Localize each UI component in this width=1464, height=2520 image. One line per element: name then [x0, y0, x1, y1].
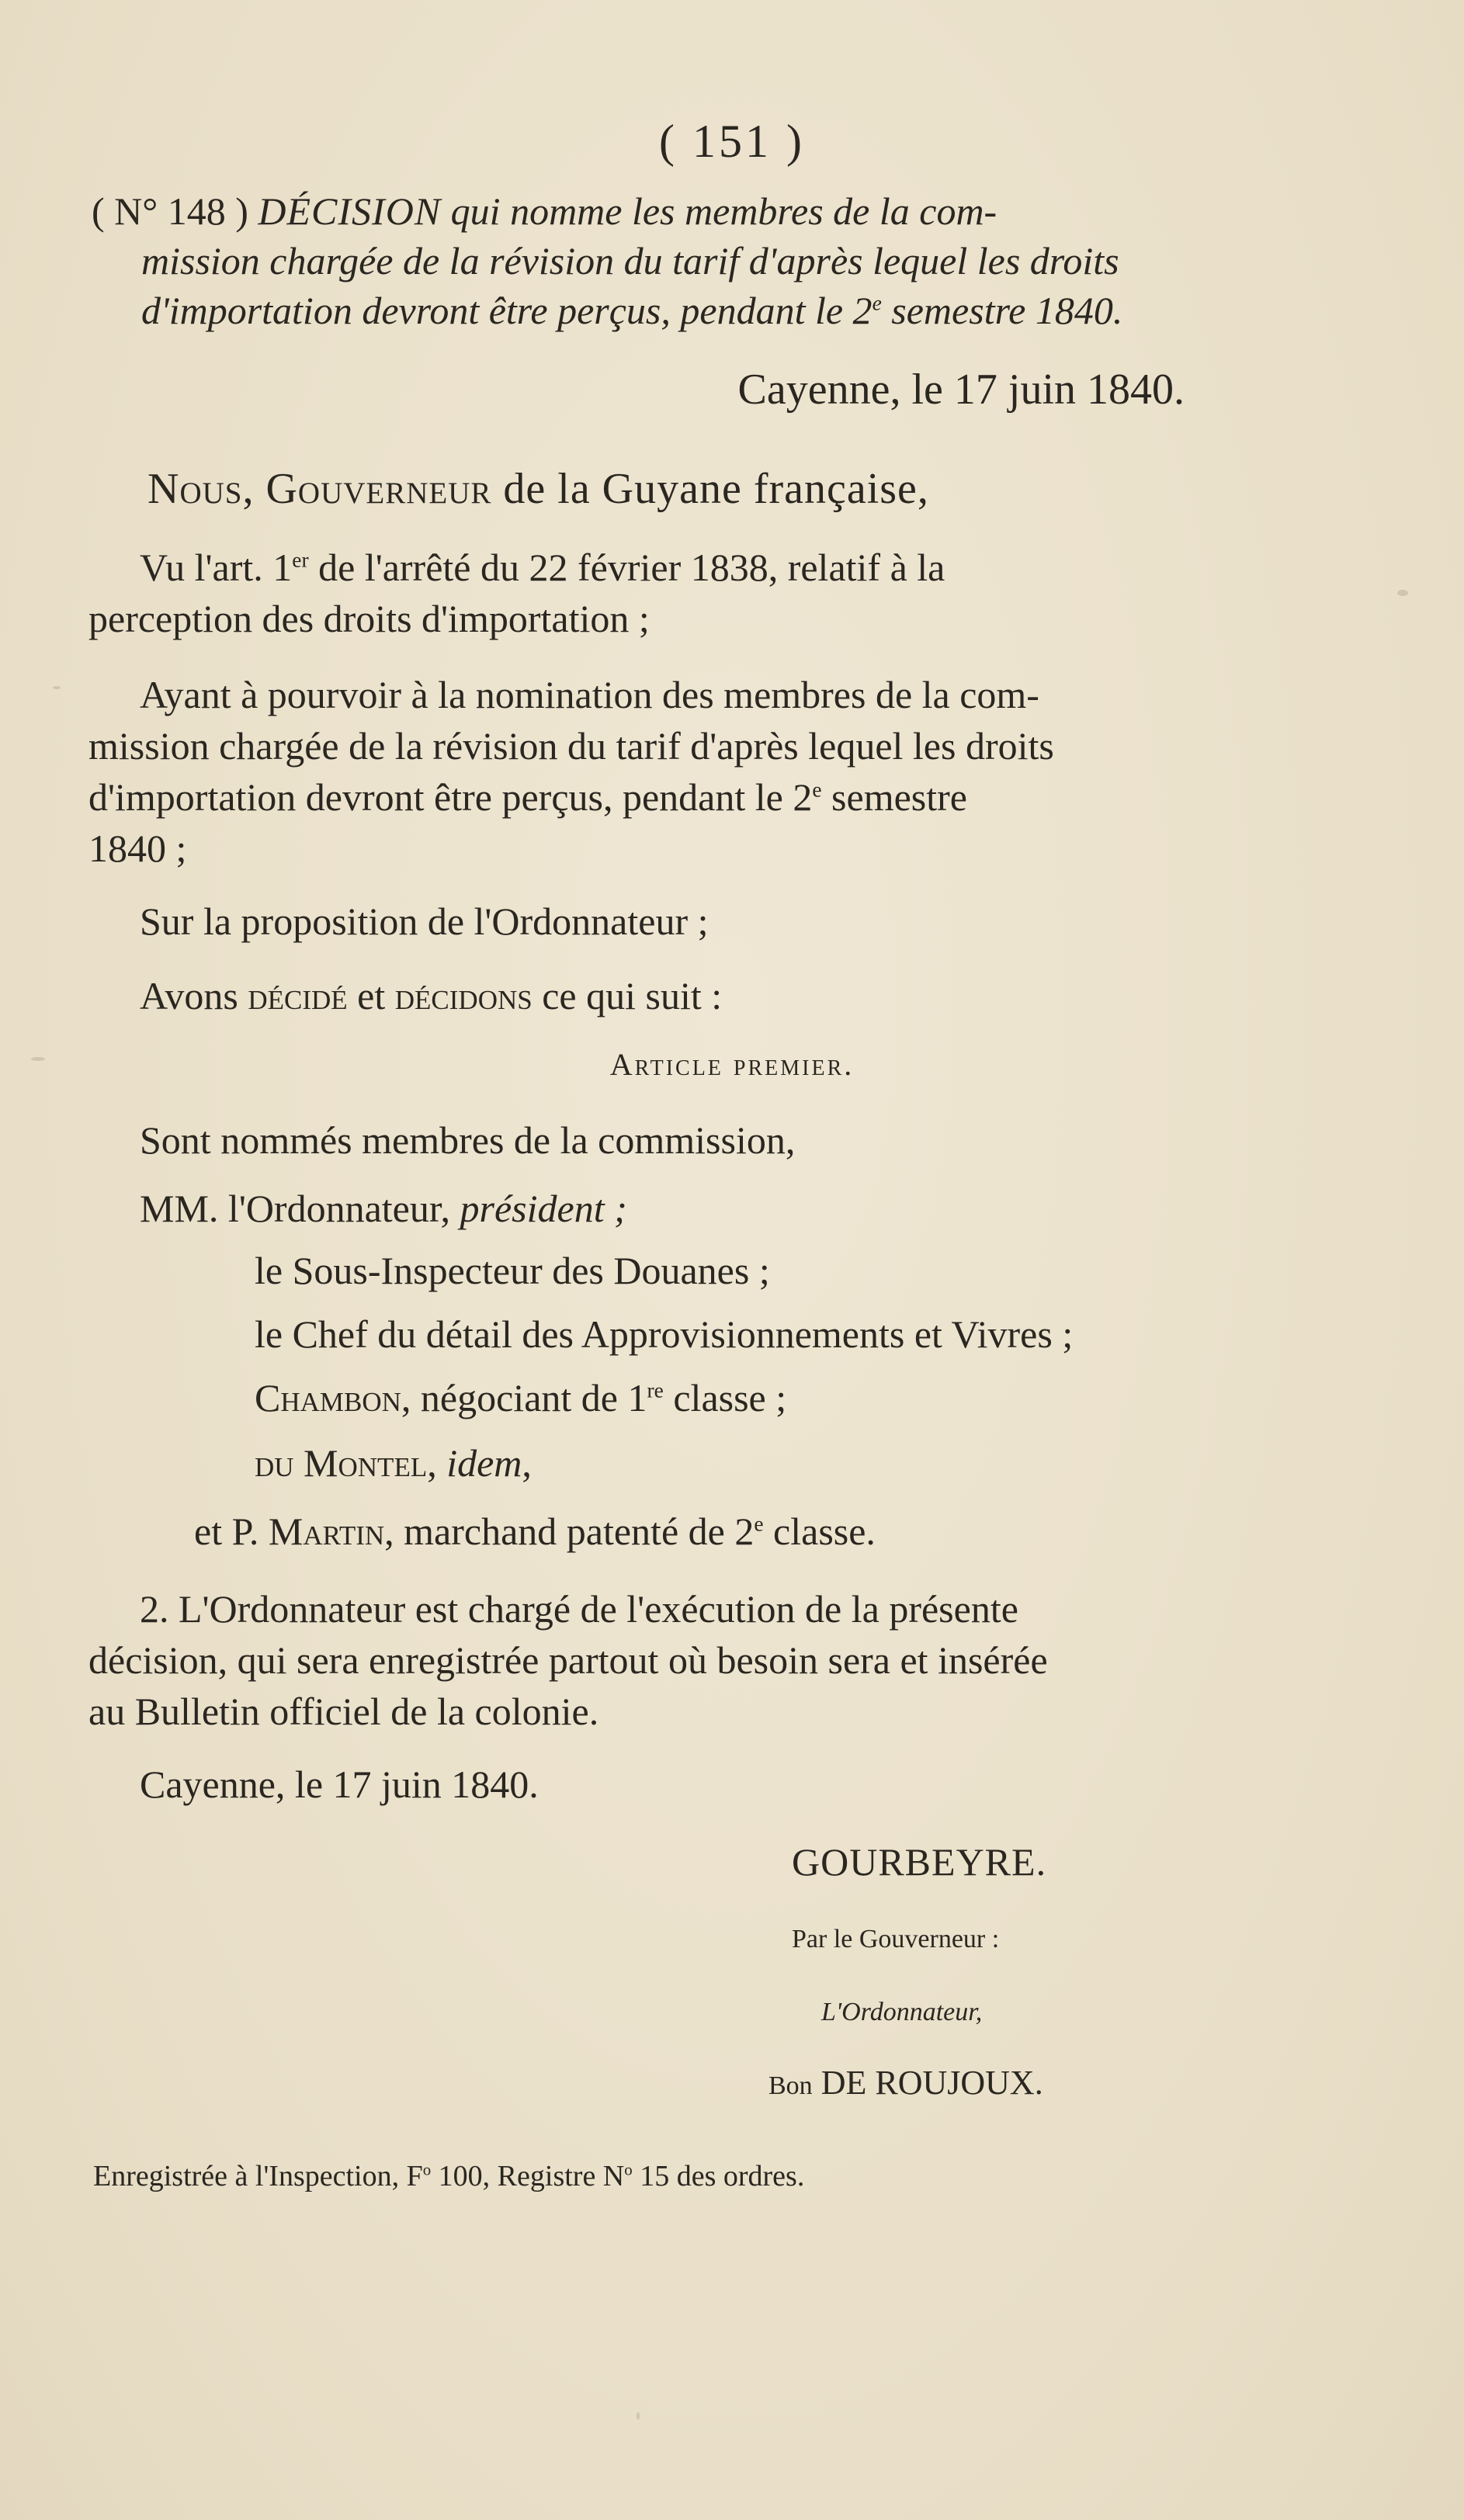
- authority-line: Nous, Gouverneur de la Guyane française,: [147, 465, 929, 513]
- member-5-role: idem: [446, 1441, 522, 1485]
- decidons-word: décidons: [394, 974, 533, 1017]
- ayant-line-1: Ayant à pourvoir à la nomination des membres de la com-: [140, 673, 1039, 716]
- heading-text-3b: semestre 1840.: [891, 289, 1123, 332]
- decision-heading: [92, 186, 1303, 335]
- ayant-line-4: 1840 ;: [88, 827, 187, 870]
- member-line-1: [140, 1186, 627, 1231]
- roujoux-name: DE ROUJOUX.: [820, 2064, 1043, 2102]
- footer-text-c: 15 des ordres.: [640, 2160, 805, 2192]
- member-6-et: et: [194, 1510, 223, 1553]
- heading-line-1: [92, 186, 1303, 236]
- article-2-line-1: 2. L'Ordonnateur est chargé de l'exécution de la présente: [140, 1587, 1018, 1631]
- roujoux-signature: [768, 2063, 1043, 2102]
- avons-rest: ce qui suit :: [542, 974, 723, 1017]
- member-line-4: [255, 1375, 786, 1420]
- article-2-line-2: décision, qui sera enregistrée partout où besoin sera et insérée: [88, 1638, 1048, 1682]
- decide-word: décidé: [248, 974, 348, 1017]
- ayant-line-2: mission chargée de la révision du tarif d'après lequel les droits: [88, 724, 1054, 768]
- member-5-name: du Montel: [255, 1441, 428, 1485]
- member-6-name: Martin: [268, 1510, 385, 1553]
- proposition-line: Sur la proposition de l'Ordonnateur ;: [140, 900, 709, 943]
- footer-sup-a: o: [422, 2160, 432, 2179]
- decision-number: ( N° 148 ): [92, 189, 248, 233]
- member-4-class: classe ;: [673, 1376, 787, 1419]
- paper-spot: [53, 686, 61, 689]
- authority-rest: de la Guyane française,: [503, 465, 929, 513]
- member-line-2: le Sous-Inspecteur des Douanes ;: [255, 1249, 770, 1292]
- avons-line: [140, 973, 722, 1018]
- heading-text-3a: d'importation devront être perçus, pendant le 2: [141, 289, 873, 332]
- member-6-class: classe.: [773, 1510, 876, 1553]
- heading-line-2: mission chargée de la révision du tarif d'après lequel les droits: [141, 239, 1119, 283]
- et-word: et: [357, 974, 386, 1017]
- avons-word: Avons: [140, 974, 238, 1017]
- member-4-name: Chambon: [255, 1376, 401, 1419]
- registration-footer: [93, 2159, 804, 2193]
- heading-text-1: qui nomme les membres de la com-: [450, 189, 997, 233]
- member-1-role: président ;: [460, 1187, 627, 1230]
- member-6-sup: e: [754, 1511, 764, 1536]
- member-6-initial: P.: [231, 1510, 259, 1553]
- member-line-3: le Chef du détail des Approvisionnements et Vivres ;: [255, 1312, 1074, 1356]
- ayant-paragraph: [88, 669, 1289, 874]
- member-4-text: , négociant de 1: [401, 1376, 647, 1419]
- gouverneur-word: Gouverneur: [265, 465, 492, 513]
- mm-label: MM.: [140, 1187, 219, 1230]
- baron-abbrev: Bon: [768, 2071, 813, 2100]
- vu-line-2: perception des droits d'importation ;: [88, 597, 650, 640]
- vu-text-b: de l'arrêté du 22 février 1838, relatif à la: [318, 546, 945, 589]
- vu-text-a: Vu l'art. 1: [140, 546, 293, 589]
- decision-title: DÉCISION: [258, 189, 442, 233]
- member-line-5: du Montel, idem,: [255, 1441, 532, 1485]
- article-2-line-3: au Bulletin officiel de la colonie.: [88, 1690, 599, 1733]
- ayant-text-a: d'importation devront être perçus, pendant le 2: [88, 775, 813, 819]
- member-line-6: [194, 1509, 876, 1554]
- vu-line-1: [88, 542, 1289, 593]
- article-2-paragraph: [88, 1583, 1289, 1737]
- page-number: ( 151 ): [659, 116, 805, 167]
- paper-spot: [31, 1057, 45, 1061]
- ayant-text-b: semestre: [831, 775, 967, 819]
- nous-word: Nous: [147, 465, 243, 513]
- ordonnateur-title: L'Ordonnateur,: [821, 1998, 983, 2026]
- heading-sup: e: [872, 290, 882, 315]
- closing-date: Cayenne, le 17 juin 1840.: [140, 1763, 539, 1806]
- sont-nommes-line: Sont nommés membres de la commission,: [140, 1118, 796, 1162]
- vu-paragraph: [88, 542, 1289, 644]
- member-6-text: , marchand patenté de 2: [384, 1510, 755, 1553]
- article-title: Article premier.: [609, 1047, 855, 1082]
- ayant-sup: e: [812, 777, 822, 802]
- heading-line-3: [92, 286, 1303, 335]
- footer-sup-b: o: [624, 2160, 633, 2179]
- ayant-line-3: [88, 771, 1289, 823]
- footer-text-a: Enregistrée à l'Inspection, F: [93, 2160, 423, 2192]
- governor-signature: GOURBEYRE.: [792, 1840, 1047, 1884]
- paper-spot: [637, 2412, 640, 2420]
- par-le-gouverneur: Par le Gouverneur :: [792, 1925, 1000, 1953]
- dateline: Cayenne, le 17 juin 1840.: [737, 366, 1185, 414]
- paper-spot: [1397, 590, 1408, 596]
- footer-text-b: 100, Registre N: [438, 2160, 625, 2192]
- member-1-name: l'Ordonnateur,: [227, 1187, 451, 1230]
- vu-sup: er: [292, 547, 309, 572]
- member-4-sup: re: [647, 1378, 664, 1402]
